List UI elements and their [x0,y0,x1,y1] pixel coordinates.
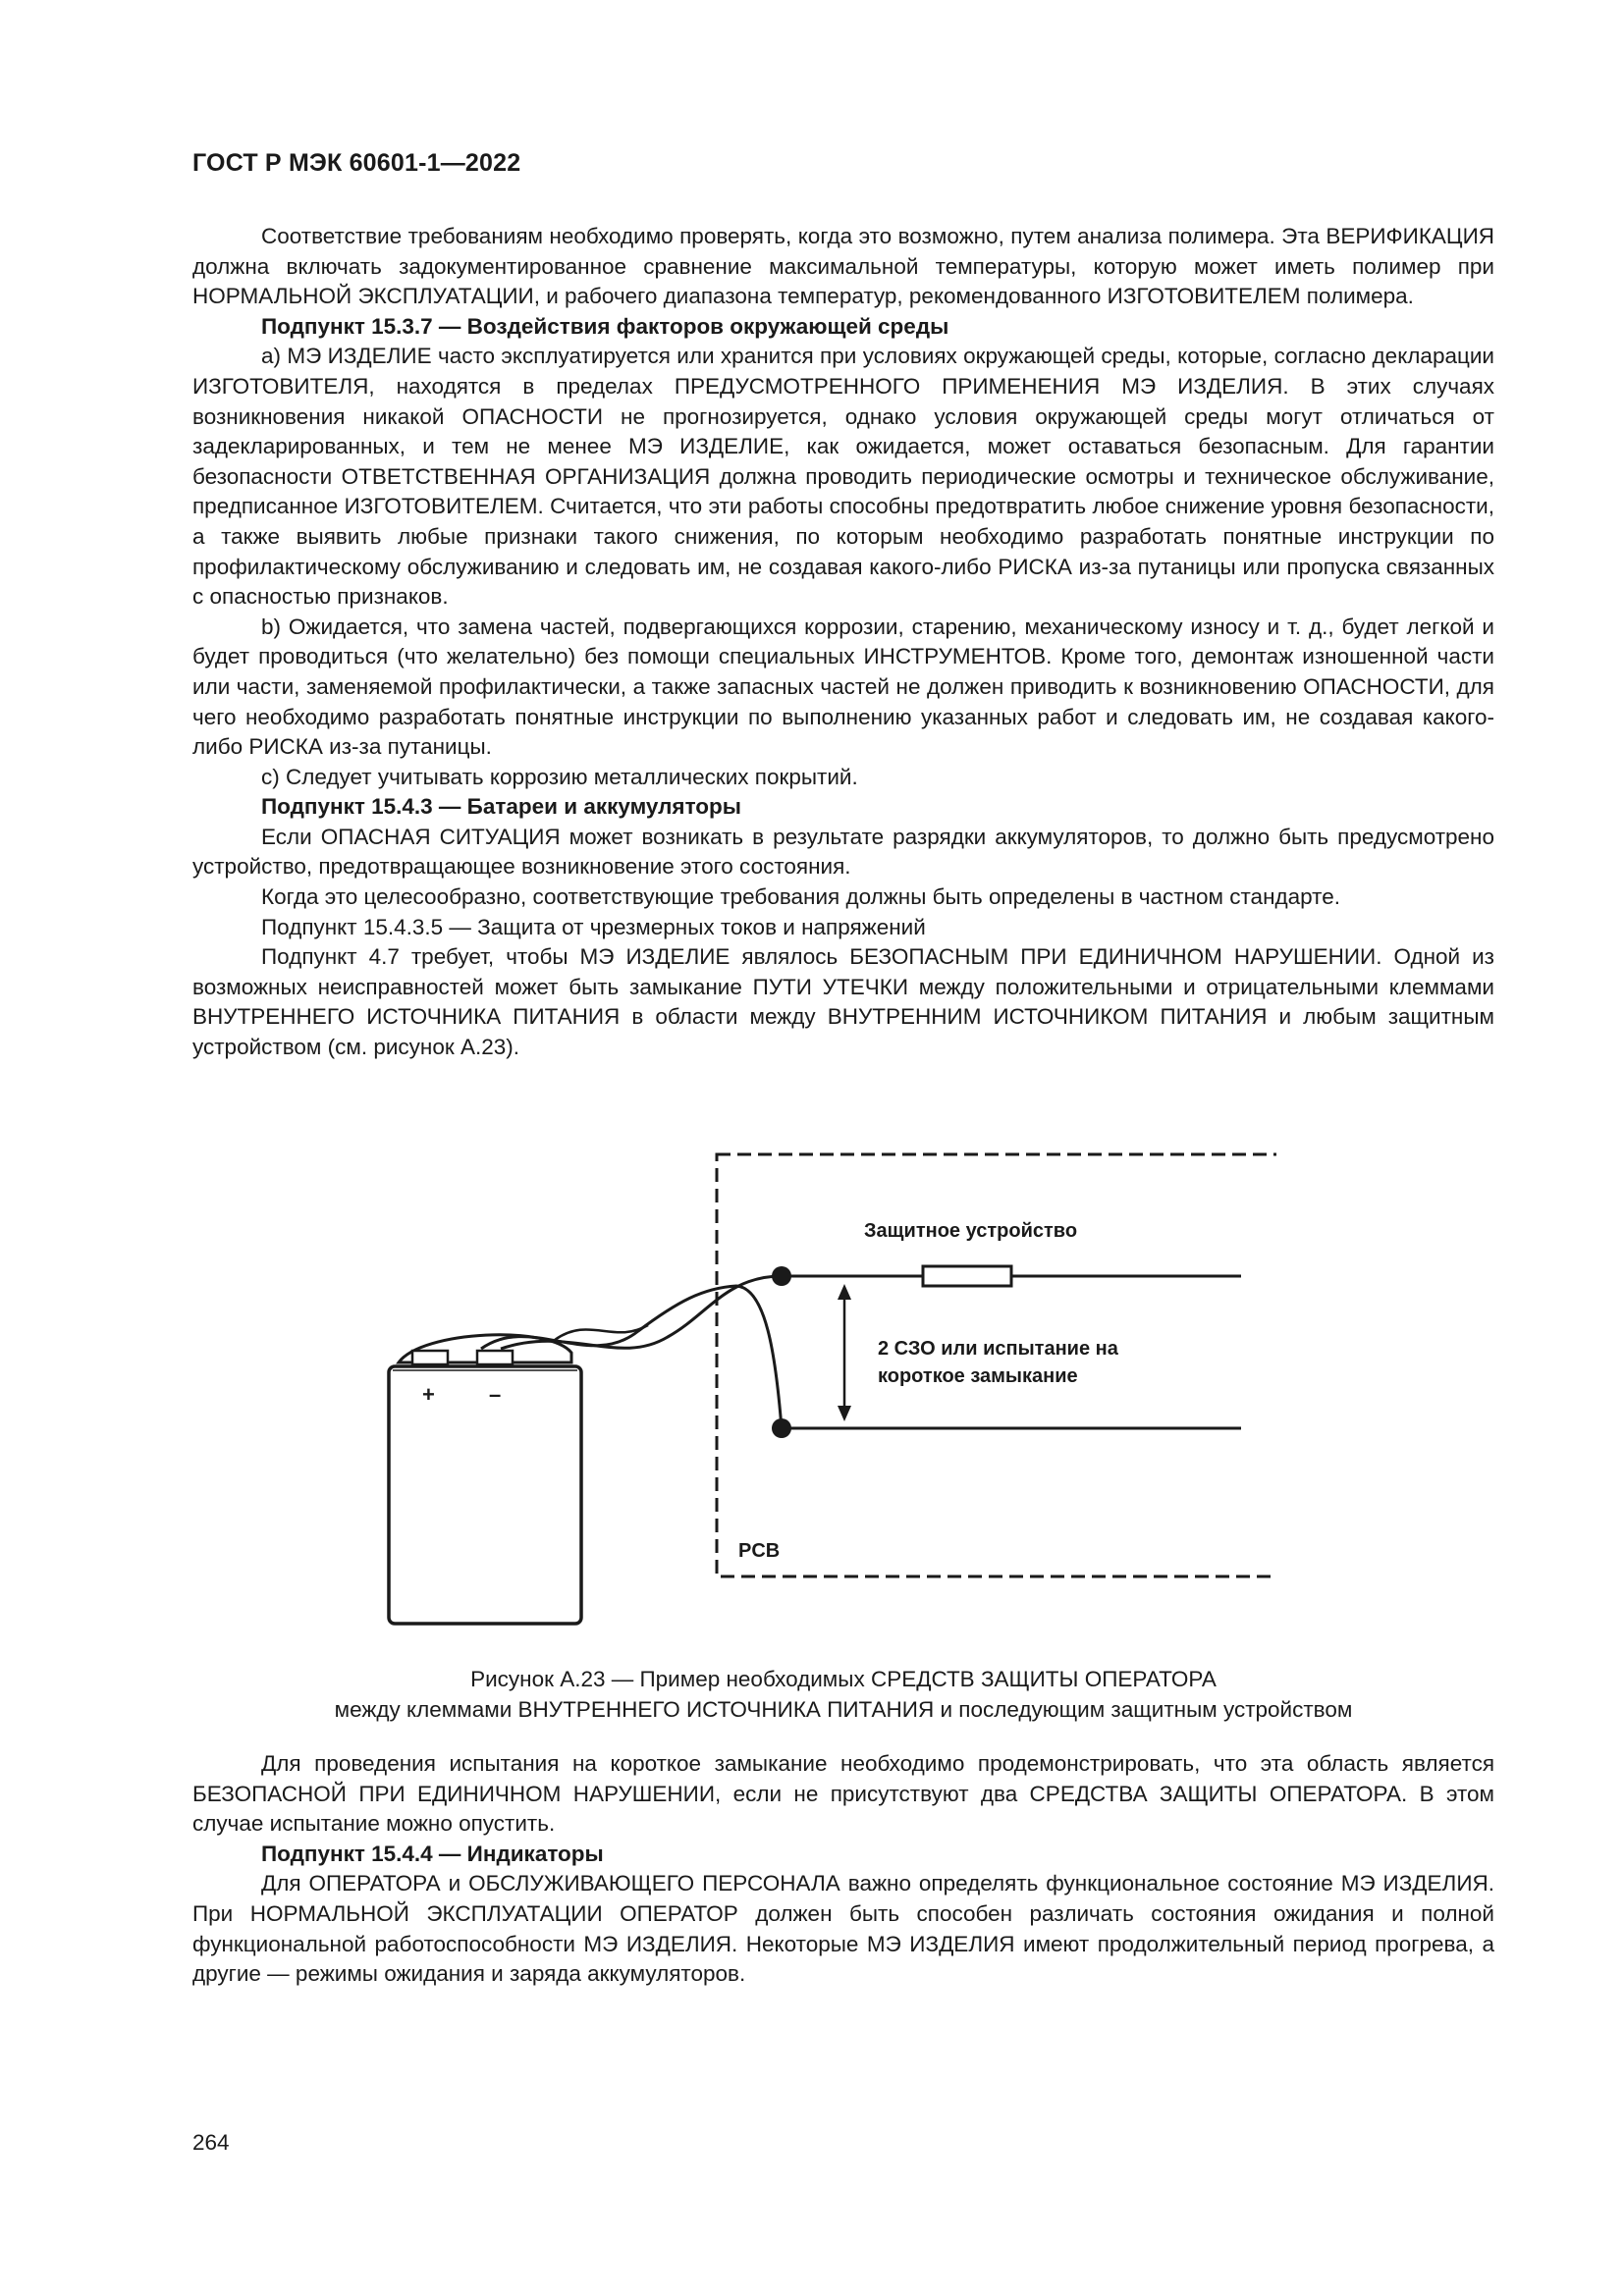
mop-label-line2: короткое замыкание [878,1365,1078,1387]
subclause-heading: Подпункт 15.4.3 — Батареи и аккумуляторы [261,794,741,820]
paragraph: Подпункт 15.4.3.5 — Защита от чрезмерных токов и напряжений [261,914,926,939]
battery-icon [389,1335,581,1624]
caption-line-1: Рисунок А.23 — Пример необходимых СРЕДСТВ ЗАЩИТЫ ОПЕРАТОРА [470,1667,1217,1691]
protective-device-fuse [923,1266,1011,1286]
paragraph: Для проведения испытания на короткое замыкание необходимо продемонстрировать, что эта область является БЕЗОПАСНОЙ ПРИ ЕДИНИЧНОМ НАРУШЕНИИ, если не присутствуют два СРЕДСТВА ЗАЩИТЫ ОПЕРАТОРА. В этом случае испытание можно опустить. [192,1751,1494,1837]
subclause-heading: Подпункт 15.3.7 — Воздействия факторов окружающей среды [261,313,949,339]
paragraph: Для ОПЕРАТОРА и ОБСЛУЖИВАЮЩЕГО ПЕРСОНАЛА важно определять функциональное состояние МЭ ИЗДЕЛИЯ. При НОРМАЛЬНОЙ ЭКСПЛУАТАЦИИ ОПЕРАТОР должен быть способен различать состояния ожидания и полной функциональной работоспособности МЭ ИЗДЕЛИЯ. Некоторые МЭ ИЗДЕЛИЯ имеют продолжительный период прогрева, а другие — режимы ожидания и заряда аккумуляторов. [192,1871,1494,1987]
page-number: 264 [192,2130,230,2155]
body-text-bottom [192,1749,1494,1990]
figure-a23-diagram [353,1139,1276,1629]
document-header: ГОСТ Р МЭК 60601-1—2022 [192,149,521,177]
double-arrow-icon [838,1284,851,1421]
paragraph: Если ОПАСНАЯ СИТУАЦИЯ может возникать в результате разрядки аккумуляторов, то должно быть предусмотрено устройство, предотвращающее возникновение этого состояния. [192,824,1494,880]
battery-plus-terminal: + [422,1382,435,1407]
protective-device-label: Защитное устройство [864,1220,1078,1242]
pcb-label: PCB [738,1540,781,1562]
paragraph: a) МЭ ИЗДЕЛИЕ часто эксплуатируется или хранится при условиях окружающей среды, которые, согласно декларации ИЗГОТОВИТЕЛЯ, находятся в пределах ПРЕДУСМОТРЕННОГО ПРИМЕНЕНИЯ МЭ ИЗДЕЛИЯ. В этих случаях возникновения никакой ОПАСНОСТИ не прогнозируется, однако условия окружающей среды могут отличаться от задекларированных, и тем не менее МЭ ИЗДЕЛИЕ, как ожидается, может оставаться безопасным. Для гарантии безопасности ОТВЕТСТВЕННАЯ ОРГАНИЗАЦИЯ должна проводить периодические осмотры и техническое обслуживание, предписанное ИЗГОТОВИТЕЛЕМ. Считается, что эти работы способны предотвратить любое снижение уровня безопасности, а также выявить любые признаки такого снижения, по которым необходимо разработать понятные инструкции по профилактическому обслуживанию и следовать им, не создавая какого-либо РИСКА из-за путаницы или пропуска связанных с опасностью признаков. [192,344,1494,610]
mop-label-line1: 2 СЗО или испытание на [878,1338,1118,1360]
subclause-heading: Подпункт 15.4.4 — Индикаторы [261,1841,604,1866]
paragraph: b) Ожидается, что замена частей, подвергающихся коррозии, старению, механическому износу и т. д., будет легкой и будет проводиться (что желательно) без помощи специальных ИНСТРУМЕНТОВ. Кроме того, демонтаж изношенной части или части, заменяемой профилактически, а также запасных частей не должен приводить к возникновению ОПАСНОСТИ, для чего необходимо разработать понятные инструкции по выполнению указанных работ и следовать им, не создавая какого-либо РИСКА из-за путаницы. [192,614,1494,760]
paragraph: Подпункт 4.7 требует, чтобы МЭ ИЗДЕЛИЕ являлось БЕЗОПАСНЫМ ПРИ ЕДИНИЧНОМ НАРУШЕНИИ. Одной из возможных неисправностей может быть замыкание ПУТИ УТЕЧКИ между положительными и отрицательными клеммами ВНУТРЕННЕГО ИСТОЧНИКА ПИТАНИЯ в области между ВНУТРЕННИМ ИСТОЧНИКОМ ПИТАНИЯ и любым защитным устройством (см. рисунок А.23). [192,944,1494,1060]
battery-minus-terminal: – [489,1382,502,1407]
figure-caption [192,1665,1494,1725]
paragraph: Когда это целесообразно, соответствующие требования должны быть определены в частном стандарте. [261,884,1340,910]
paragraph: c) Следует учитывать коррозию металлических покрытий. [261,764,858,789]
body-text-top [192,222,1494,1063]
caption-line-2: между клеммами ВНУТРЕННЕГО ИСТОЧНИКА ПИТАНИЯ и последующим защитным устройством [334,1696,1353,1722]
paragraph: Соответствие требованиям необходимо проверять, когда это возможно, путем анализа полимера. Эта ВЕРИФИКАЦИЯ должна включать задокументированное сравнение максимальной температуры, которую может иметь полимер при НОРМАЛЬНОЙ ЭКСПЛУАТАЦИИ, и рабочего диапазона температур, рекомендованного ИЗГОТОВИТЕЛЕМ полимера. [192,224,1494,309]
